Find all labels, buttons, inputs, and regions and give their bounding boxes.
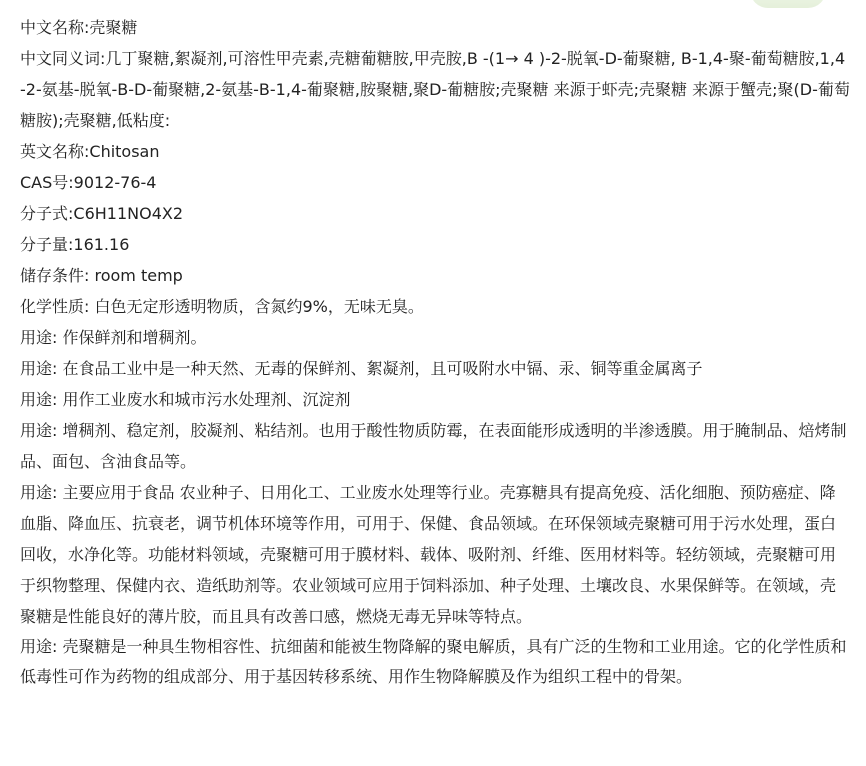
molecular-formula-line: 分子式:C6H11NO4X2 xyxy=(20,204,184,223)
storage-condition-line: 储存条件: room temp xyxy=(20,266,183,285)
usage-line-1: 用途: 作保鲜剂和增稠剂。 xyxy=(20,328,207,347)
usage-line-3: 用途: 用作工业废水和城市污水处理剂、沉淀剂 xyxy=(20,390,351,409)
chinese-name-line: 中文名称:壳聚糖 xyxy=(20,18,138,37)
usage-line-4: 用途: 增稠剂、稳定剂，胶凝剂、粘结剂。也用于酸性物质防霉，在表面能形成透明的半渗透膜。用于腌制品、焙烤制品、面包、含油食品等。 xyxy=(20,421,847,471)
usage-line-2: 用途: 在食品工业中是一种天然、无毒的保鲜剂、絮凝剂，且可吸附水中镉、汞、铜等重金属离子 xyxy=(20,359,703,378)
chemical-properties-line: 化学性质: 白色无定形透明物质，含氮约9%，无味无臭。 xyxy=(20,297,424,316)
molecular-weight-line: 分子量:161.16 xyxy=(20,235,130,254)
english-name-line: 英文名称:Chitosan xyxy=(20,142,160,161)
corner-watermark xyxy=(750,0,826,8)
cas-number-line: CAS号:9012-76-4 xyxy=(20,173,157,192)
usage-line-6: 用途: 壳聚糖是一种具生物相容性、抗细菌和能被生物降解的聚电解质，具有广泛的生物和工业用途。它的化学性质和低毒性可作为药物的组成部分、用于基因转移系统、用作生物降解膜及作为组织工程中的骨架。 xyxy=(20,637,847,686)
usage-line-5: 用途: 主要应用于食品 农业种子、日用化工、工业废水处理等行业。壳寡糖具有提高免疫、活化细胞、预防癌症、降血脂、降血压、抗衰老，调节机体环境等作用，可用于、保健、食品领域。在环保领域壳聚糖可用于污水处理，蛋白回收，水净化等。功能材料领域，壳聚糖可用于膜材料、载体、吸附剂、纤维、医用材料等。轻纺领域，壳聚糖可用于织物整理、保健内衣、造纸助剂等。农业领域可应用于饲料添加、种子处理、土壤改良、水果保鲜等。在领域，壳聚糖是性能良好的薄片胶，而且具有改善口感，燃烧无毒无异味等特点。 xyxy=(20,483,837,626)
document-content xyxy=(20,12,850,692)
chinese-synonyms-line: 中文同义词:几丁聚糖,絮凝剂,可溶性甲壳素,壳糖葡糖胺,甲壳胺,B -(1→ 4 )-2-脱氧-D-葡聚糖, B-1,4-聚-葡萄糖胺,1,4-2-氨基-脱氧-B-D-葡聚糖,2-氨基-B-1,4-葡聚糖,胺聚糖,聚D-葡糖胺;壳聚糖 来源于虾壳;壳聚糖 来源于蟹壳;聚(D-葡萄糖胺);壳聚糖,低粘度: xyxy=(20,49,850,130)
